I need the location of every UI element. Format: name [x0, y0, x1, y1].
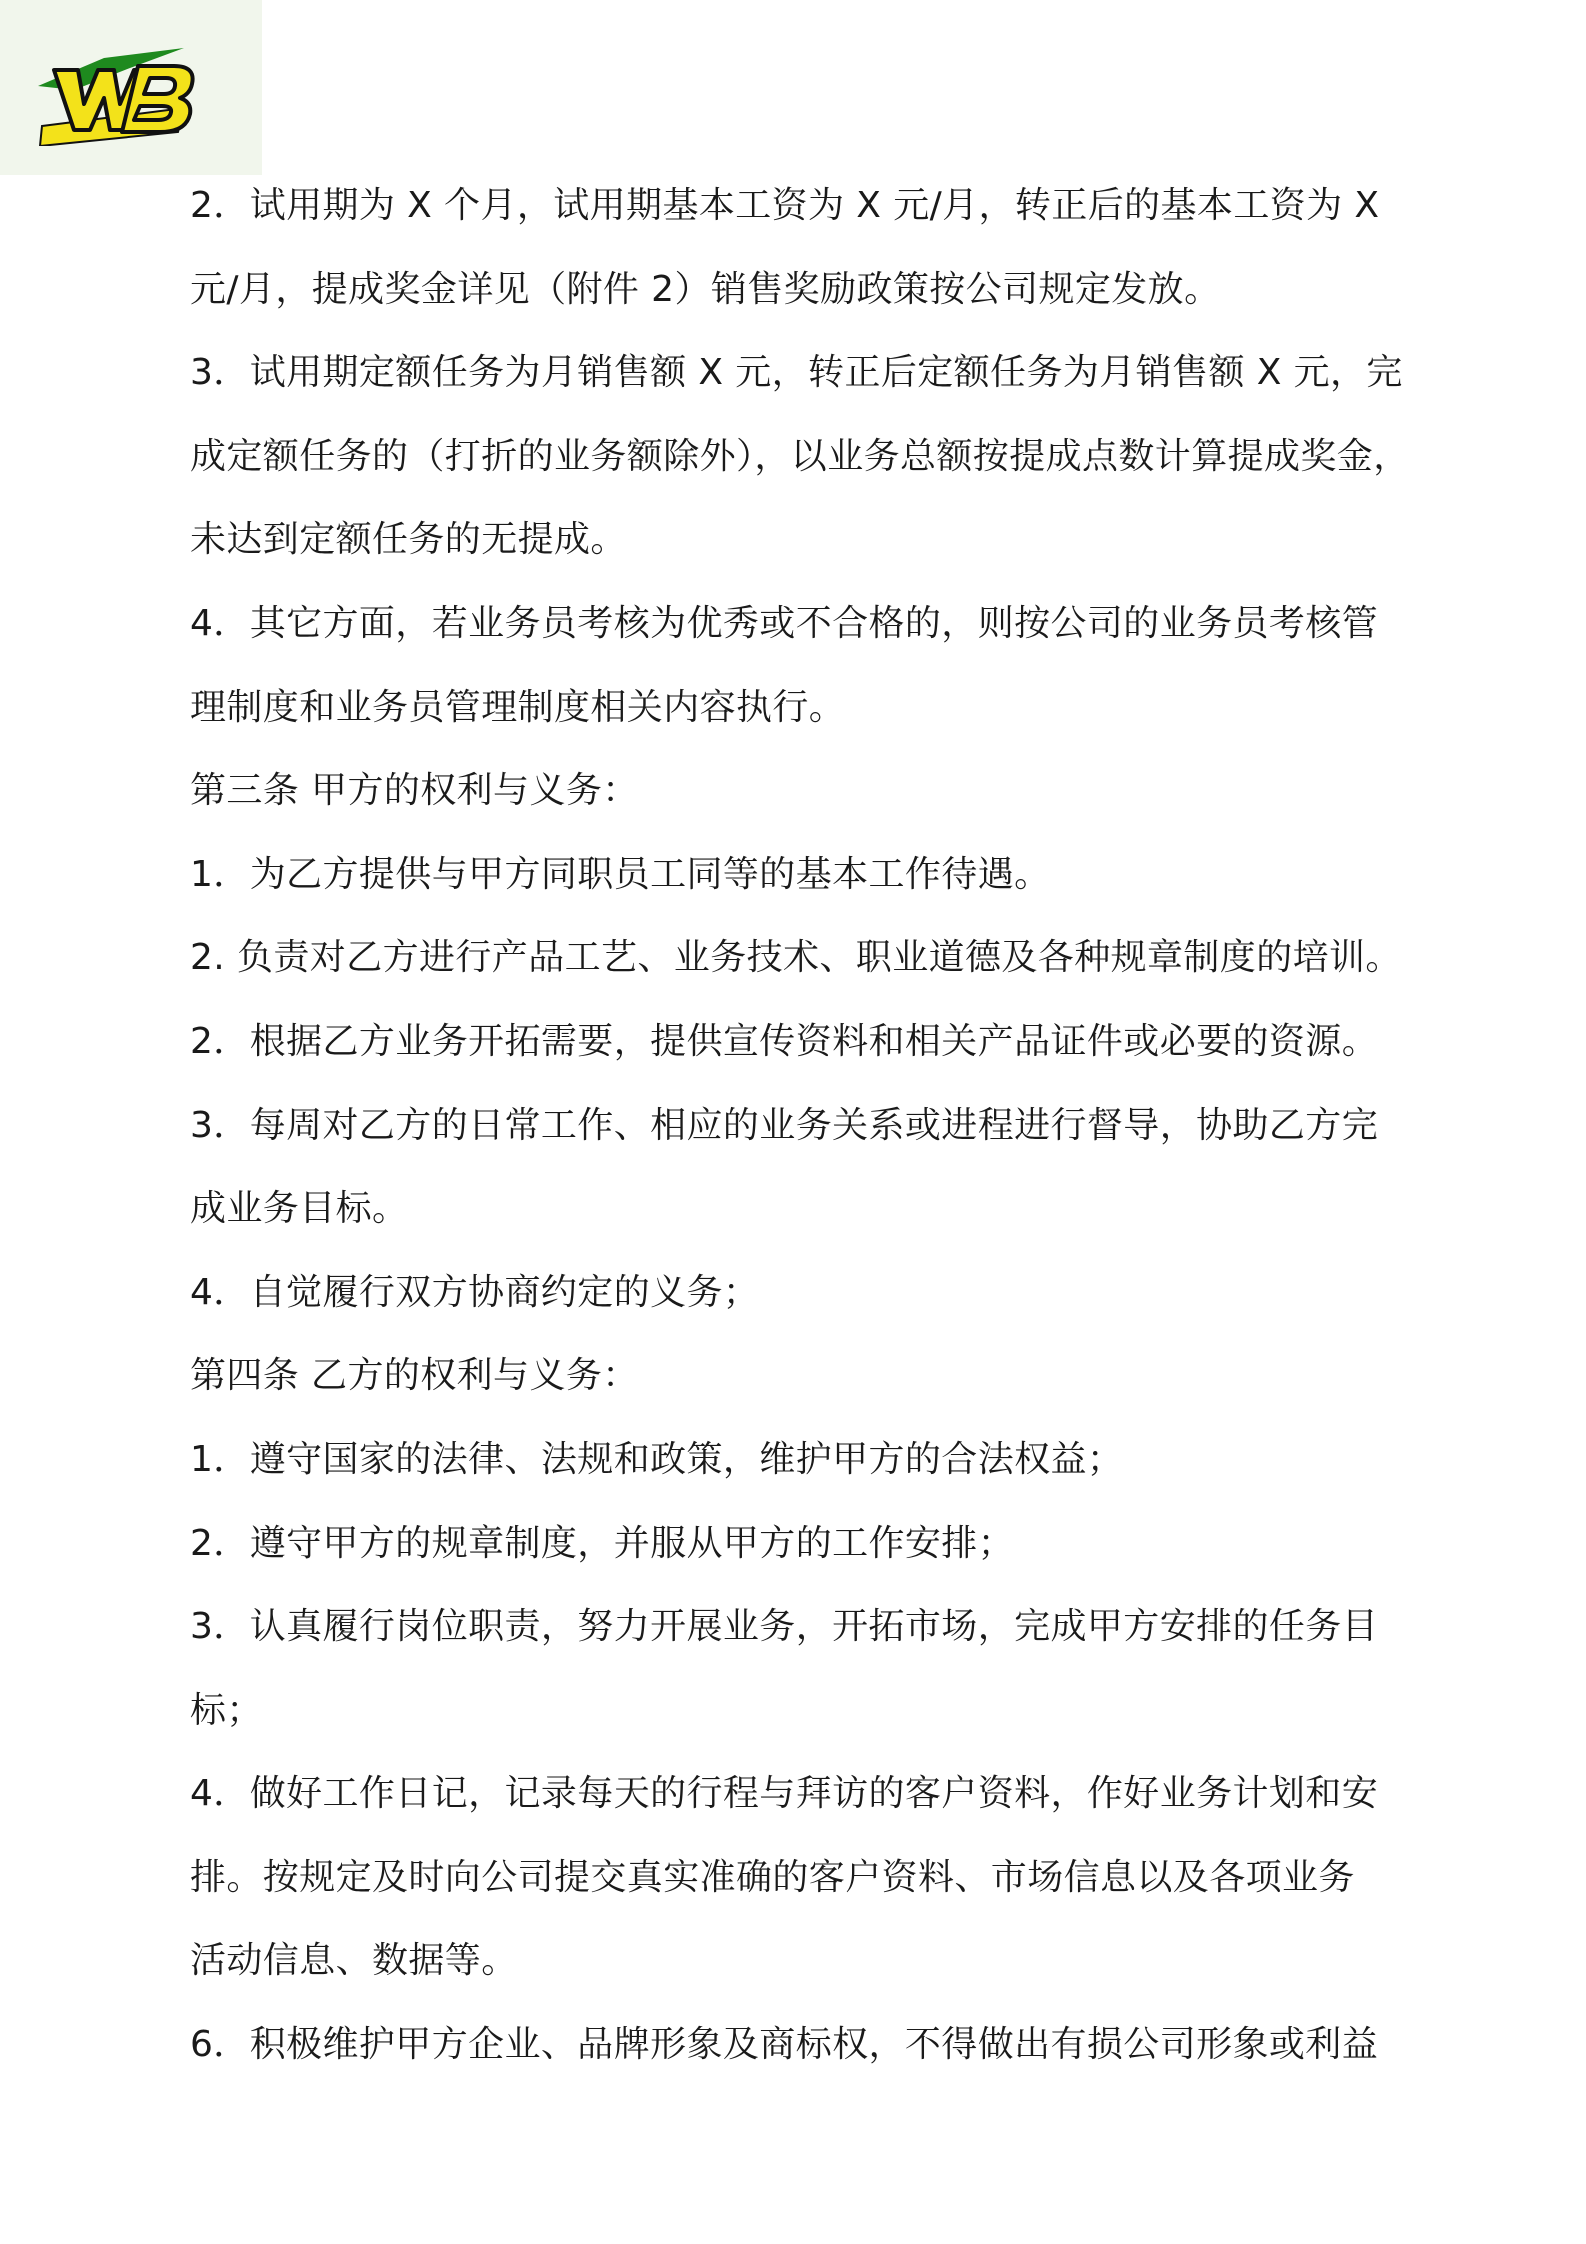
text-line: 未达到定额任务的无提成。 — [190, 519, 627, 561]
text-line: 理制度和业务员管理制度相关内容执行。 — [190, 686, 846, 728]
text-line: 4．做好工作日记，记录每天的行程与拜访的客户资料，作好业务计划和安 — [190, 1773, 1379, 1815]
text-line: 元/月，提成奖金详见（附件 2）销售奖励政策按公司规定发放。 — [190, 268, 1221, 310]
text-line: 2. 负责对乙方进行产品工艺、业务技术、职业道德及各种规章制度的培训。 — [190, 937, 1402, 979]
document-body — [190, 164, 1420, 2087]
text-line: 4．自觉履行双方协商约定的义务； — [190, 1271, 760, 1313]
text-line: 3．试用期定额任务为月销售额 X 元，转正后定额任务为月销售额 X 元，完 — [190, 352, 1403, 394]
text-line: 1．为乙方提供与甲方同职员工同等的基本工作待遇。 — [190, 853, 1051, 895]
text-line: 标； — [190, 1689, 263, 1731]
text-line: 成业务目标。 — [190, 1188, 409, 1230]
text-line: 2．根据乙方业务开拓需要，提供宣传资料和相关产品证件或必要的资源。 — [190, 1020, 1379, 1062]
text-line: 成定额任务的（打折的业务额除外），以业务总额按提成点数计算提成奖金， — [190, 435, 1410, 477]
text-line: 2．遵守甲方的规章制度，并服从甲方的工作安排； — [190, 1522, 1015, 1564]
text-line: 2．试用期为 X 个月，试用期基本工资为 X 元/月，转正后的基本工资为 X — [190, 185, 1380, 226]
text-line: 3．认真履行岗位职责，努力开展业务，开拓市场，完成甲方安排的任务目 — [190, 1606, 1379, 1648]
text-line: 3．每周对乙方的日常工作、相应的业务关系或进程进行督导，协助乙方完 — [190, 1104, 1379, 1146]
text-line: 排。按规定及时向公司提交真实准确的客户资料、市场信息以及各项业务 — [190, 1856, 1355, 1898]
section-heading: 第四条 乙方的权利与义务： — [190, 1355, 639, 1397]
text-line: 活动信息、数据等。 — [190, 1940, 518, 1982]
text-line: 1．遵守国家的法律、法规和政策，维护甲方的合法权益； — [190, 1438, 1124, 1480]
text-line: 6．积极维护甲方企业、品牌形象及商标权，不得做出有损公司形象或利益 — [190, 2024, 1379, 2066]
logo-area — [0, 0, 262, 175]
wb-logo-icon — [34, 46, 200, 146]
text-line: 4．其它方面，若业务员考核为优秀或不合格的，则按公司的业务员考核管 — [190, 602, 1379, 644]
section-heading: 第三条 甲方的权利与义务： — [190, 770, 639, 812]
